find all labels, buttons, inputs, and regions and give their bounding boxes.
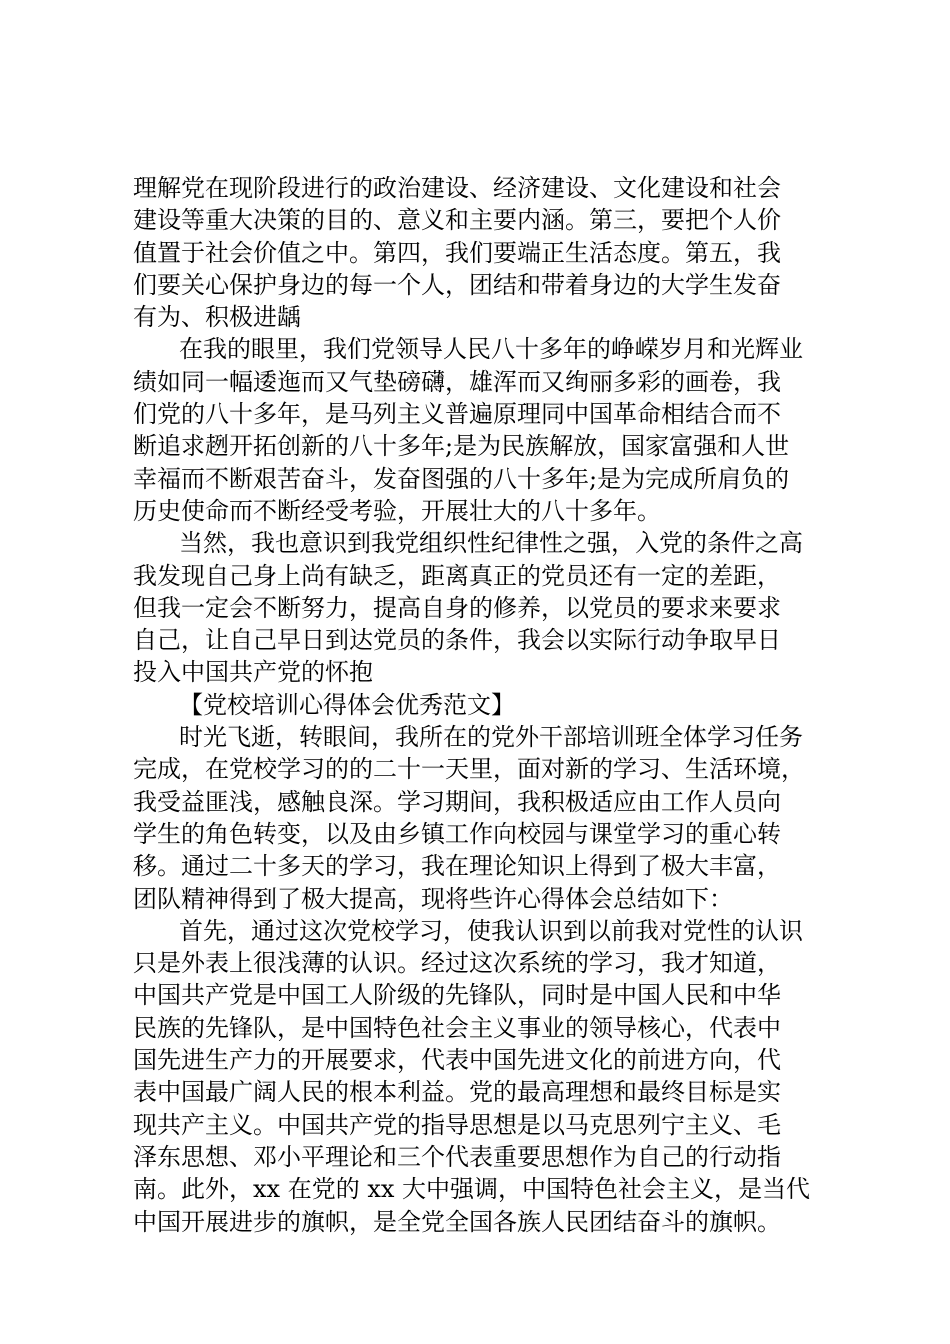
text-line: 现共产主义。中国共产党的指导思想是以马克思列宁主义、毛 <box>133 1110 781 1139</box>
text-line: 国先进生产力的开展要求，代表中国先进文化的前进方向，代 <box>133 1046 781 1075</box>
text-line: 们要关心保护身边的每一个人，团结和带着身边的大学生发奋 <box>133 270 781 299</box>
text-line: 中国共产党是中国工人阶级的先锋队，同时是中国人民和中华 <box>133 981 781 1010</box>
text-line: 值置于社会价值之中。第四，我们要端正生活态度。第五，我 <box>133 238 781 267</box>
text-line: 学生的角色转变，以及由乡镇工作向校园与课堂学习的重心转 <box>133 819 781 848</box>
paragraph-first-line: 在我的眼里，我们党领导人民八十多年的峥嵘岁月和光辉业 <box>179 335 803 364</box>
text-line: 移。通过二十多天的学习，我在理论知识上得到了极大丰富， <box>133 852 781 881</box>
text-line: 投入中国共产党的怀抱 <box>133 658 373 687</box>
text-line: 我受益匪浅，感触良深。学习期间，我积极适应由工作人员向 <box>133 787 781 816</box>
paragraph-first-line: 当然，我也意识到我党组织性纪律性之强，入党的条件之高 <box>179 529 803 558</box>
text-line: 我发现自己身上尚有缺乏，距离真正的党员还有一定的差距， <box>133 561 781 590</box>
paragraph-first-line: 时光飞逝，转眼间，我所在的党外干部培训班全体学习任务 <box>179 723 803 752</box>
text-line: 只是外表上很浅薄的认识。经过这次系统的学习，我才知道， <box>133 949 781 978</box>
text-line: 建设等重大决策的目的、意义和主要内涵。第三，要把个人价 <box>133 206 781 235</box>
text-line: 民族的先锋队，是中国特色社会主义事业的领导核心，代表中 <box>133 1013 781 1042</box>
text-line: 绩如同一幅逶迤而又气垫磅礴，雄浑而又绚丽多彩的画卷，我 <box>133 367 781 396</box>
text-line: 有为、积极进龋 <box>133 303 301 332</box>
document-body <box>133 172 833 1238</box>
text-line: 幸福而不断艰苦奋斗，发奋图强的八十多年;是为完成所肩负的 <box>133 464 790 493</box>
text-line: 自己，让自己早日到达党员的条件，我会以实际行动争取早日 <box>133 626 781 655</box>
text-line: 中国开展进步的旗帜，是全党全国各族人民团结奋斗的旗帜。 <box>133 1207 781 1236</box>
text-line: 南。此外，xx 在党的 xx 大中强调，中国特色社会主义，是当代 <box>133 1175 811 1204</box>
text-line: 但我一定会不断努力，提高自身的修养，以党员的要求来要求 <box>133 593 781 622</box>
section-heading: 【党校培训心得体会优秀范文】 <box>179 690 515 719</box>
paragraph-first-line: 首先，通过这次党校学习，使我认识到以前我对党性的认识 <box>179 916 803 945</box>
text-line: 团队精神得到了极大提高，现将些许心得体会总结如下： <box>133 884 733 913</box>
text-line: 历史使命而不断经受考验，开展壮大的八十多年。 <box>133 496 661 525</box>
text-line: 表中国最广阔人民的根本利益。党的最高理想和最终目标是实 <box>133 1078 781 1107</box>
text-line: 理解党在现阶段进行的政治建设、经济建设、文化建设和社会 <box>133 174 781 202</box>
text-line: 完成，在党校学习的的二十一天里，面对新的学习、生活环境， <box>133 755 805 784</box>
text-line: 们党的八十多年，是马列主义普遍原理同中国革命相结合而不 <box>133 400 781 429</box>
text-line: 泽东思想、邓小平理论和三个代表重要思想作为自己的行动指 <box>133 1142 781 1171</box>
text-line: 断追求趔开拓创新的八十多年;是为民族解放，国家富强和人世 <box>133 432 790 461</box>
